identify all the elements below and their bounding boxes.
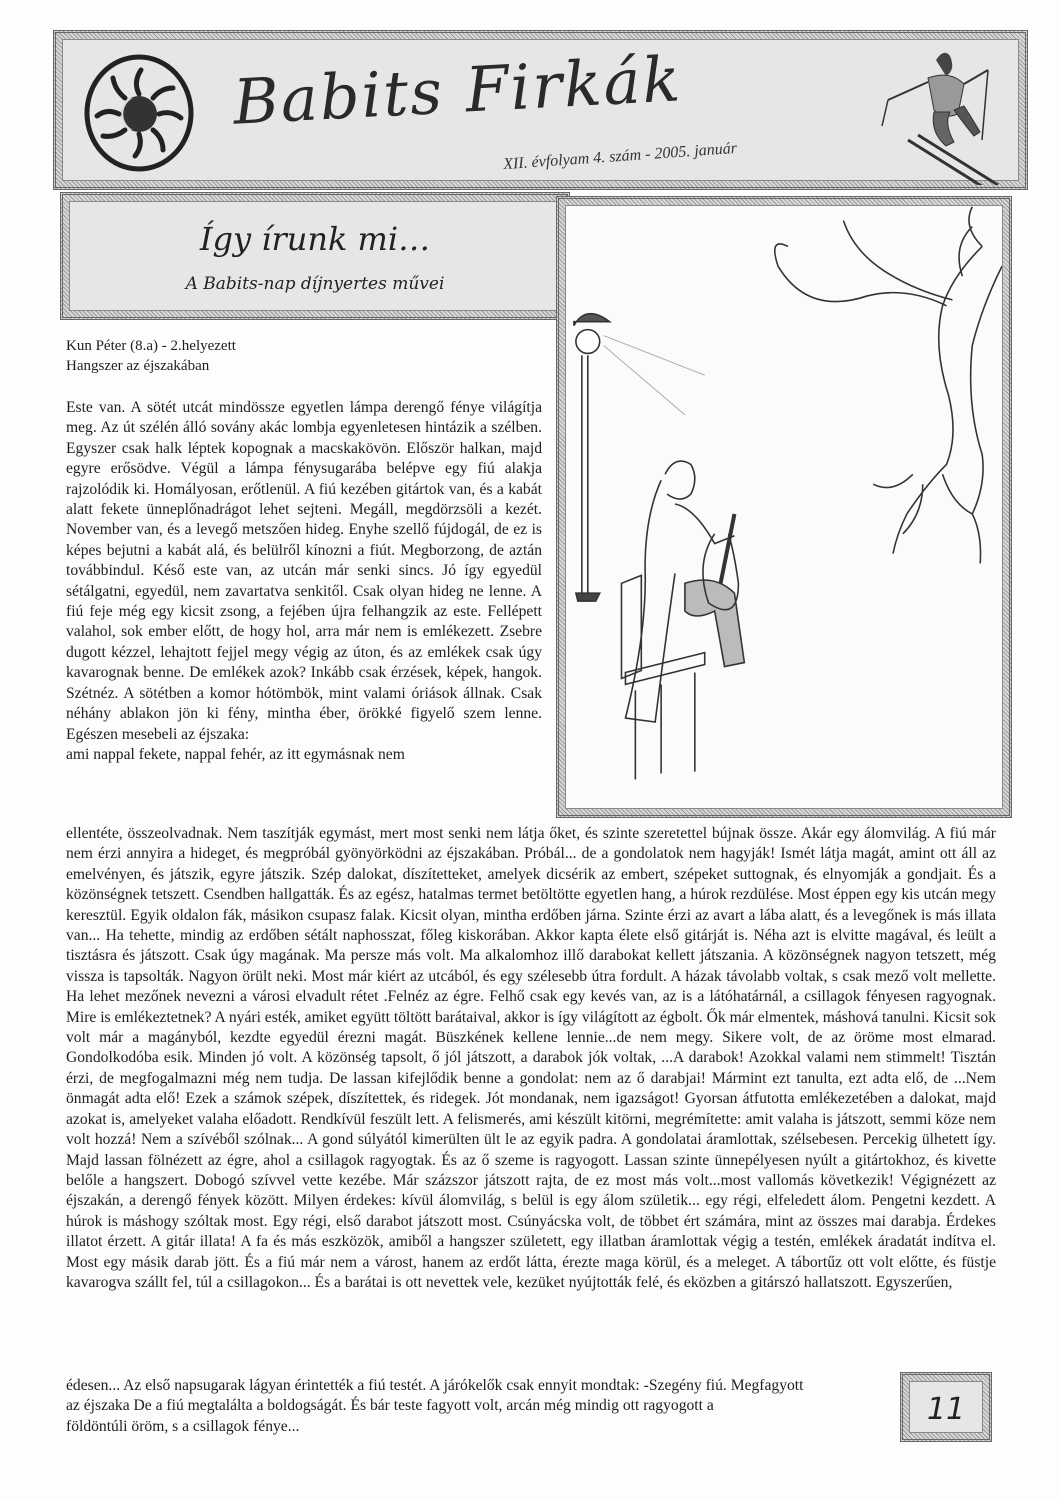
magazine-title: Babits Firkák — [231, 42, 684, 139]
closing-line: földöntúli öröm, s a csillagok fénye... — [66, 1417, 300, 1435]
article-byline — [66, 336, 546, 376]
column-paragraph — [66, 398, 542, 765]
masthead-inner — [62, 39, 1019, 181]
page-number-inner — [909, 1381, 983, 1433]
section-title: Így írunk mi… — [199, 220, 431, 258]
sun-moon-logo-icon — [83, 54, 195, 172]
closing-line: az éjszaka De a fiú megtalálta a boldogságát. És bár teste fagyott volt, arcán még mindig ott ragyogott a — [66, 1397, 714, 1415]
section-heading-box — [60, 192, 570, 320]
column-paragraph-text: Este van. A sötét utcát mindössze egyetlen lámpa derengő fénye világítja meg. Az út szélén álló sovány akác lombja egyenletesen hintázik a szélben. Egyszer csak halk léptek kopognak a macskakövön. Először halkan, majd egyre erősödve. Végül a lámpa fénysugarába belépve egy fiú alakja rajzolódik ki. Homályosan, erőtlenül. A fiú kezében gitártok van, és a kabát alatt fekete ünneplőnadrágot lehet sejteni. Megáll, megdörzsöli a kezét. November van, és a levegő metszően hideg. Enyhe szellő fújdogál, de ez is képes bejutni a kabát alá, és belülről kínozni a fiút. Megborzong, de aztán továbbindul. Késő este van, az utcán már senki sincs. Jó így egyedül sétálgatni, egyedül, nem zavartatva senkitől. Csak olyan hideg ne lenne. A fiú feje még egy kicsit zsong, a fejében újra felhangzik az este. Fellépett valahol, sok ember előtt, de hogy hol, arra már nem is emlékezett. Zsebre dugott kézzel, lehajtott fejjel megy végig az úton, és az emlékek csak úgy kavarognak benne. De emlékek azok? Inkább csak érzések, képek, hangok. Szétnéz. A sötétben a komor hótömbök, mint valami óriások állnak. Csak néhány ablakon jön ki fény, mintha éber, örökké figyelő szem lenne. Egészen mesebeli az éjszaka: — [66, 399, 542, 743]
illustration-frame — [556, 196, 1012, 818]
skier-illustration-icon — [878, 40, 1008, 185]
closing-lines — [66, 1376, 826, 1437]
masthead — [53, 30, 1028, 190]
wide-paragraph: ellentéte, összeolvadnak. Nem taszítják egymást, mert most senki nem látja őket, és szinte szeretettel bújnak össze. Akár egy álomvilág. A fiú már nem érzi annyira a hideget, és megpróbál gyönyörködni az éjszakában. Próbál... de a gondolatok nem hagyják! Ismét látja magát, amint ott áll az emelvényen, és játszik, egyre játszik. Szép dalokat, díszítetteket, amelyek dicsérik az embert, szépeket suttognak, és elnyomják a gondjait. És a közönségnek tetszett. Csendben hallgatták. És az egész, hatalmas termet betöltötte egyetlen hang, a húrok rezdülése. Most éppen egy kis utcán megy keresztül. Egyik oldalon fák, másikon csupasz falak. Kicsit olyan, mintha erdőben járna. Szinte érzi az avart a lába alatt, és a levegőnek is más illata van... Ha tehette, mindig az erdőben sétált naphosszat, főleg kiskorában. Akkor kapta élete első gitárját is. Néha azt is elvitte magával, és leült a tisztásra és játszott. Csak úgy magának. Ma persze más volt. Ma alkalomhoz illő darabokat kellett játszania. A közönségnek nagyon tetszett, még vissza is tapsolták. Nagyon örült neki. Most már kiért az utcából, és egy szélesebb útra fordult. A házak távolabb voltak, s csak mező volt mellette. Ha lehet mezőnek nevezni a városi elvadult rétet .Felnéz az égre. Felhő csak egy kevés van, az is a látóhatárnál, a csillagok fényesen ragyognak. Mire is emlékeztetnek? A nyári esték, amiket együtt töltött barátaival, akkor is így világított az égbolt. Ők már elmentek, máshová tanulni. Kicsit sok volt már a magányból, kezdte egyedül érezni magát. Büszkének kellene lennie...de nem megy. Sikere volt, de az öröme most elmarad. Gondolkodóba esik. Minden jó volt. A közönség tapsolt, ő jól játszott, a darabok jók voltak, ...A darabok! Azokkal valami nem stimmelt! Tisztán érzi, de megfogalmazni még nem tudja. De lassan kifejlődik benne a gondolat: nem az ő darabjai! Mármint ezt tanulta, ezt adta elő, de ...Nem önmagát adta elő! Ezek a számok szépek, díszítettek, és ridegek. Jót mondanak, nem igazságot! Gyorsan átfutotta emlékezetében a dalokat, majd azokat is, amelyeket valaha előadott. Rendkívül feszült lett. A felismerés, ami készült kitörni, megrémítette: amit valaha is játszott, semmi köze nem volt hozzá! Nem a szívéből szólnak... A gond súlyától kimerülten ült le az egyik padra. A gondolatai áramlottak, szélsebesen. Percekig ülhetett így. Majd lassan fölnézett az égre, ahol a csillagok ragyogtak. És az ő szeme is ragyogott. Lassan szinte ünnepélyesen nyúlt a gitártokhoz, és kivette belőle a hangszert. Dobogó szívvel vette kezébe. Már százszor játszott rajta, de ez most más volt...most vallomás következik! Végignézett az éjszakán, a derengő fények között. Milyen érdekes: kívül álomvilág, s belül is egy álom születik... egy régi, elfeledett álom. Pengetni kezdett. A húrok is máshogy szóltak most. Egy régi, első darabot játszott most. Csúnyácska volt, de többet ért számára, mint az összes mai darabja. Érdekes illatot érzett. A gitár illata! A fa és más eszközök, amiből a hangszer született, egy illatban áramlottak végig a testén, emlékek áradatát indítva el. Most egy másik darab jött. És a fiú már nem a várost, hanem az erdőt látta, érezte maga körül, és a meleget. A tábortűz ott volt előtte, és füstje kavarogva szállt fel, túl a csillagokon... És a barátai is ott nevettek vele, kezüket nyújtották felé, és eközben a gitárszó hallatszott. Egyszerűen, — [66, 825, 996, 1291]
closing-line: édesen... Az első napsugarak lágyan érintették a fiú testét. A járókelők csak ennyit mondtak: -Szegény fiú. Megfagyott — [66, 1377, 804, 1394]
guitarist-under-streetlamp-drawing — [566, 206, 1002, 808]
article-title: Hangszer az éjszakában — [66, 358, 210, 374]
page-number-box — [900, 1372, 992, 1442]
issue-line: XII. évfolyam 4. szám - 2005. január — [502, 139, 738, 174]
author-line: Kun Péter (8.a) - 2.helyezett — [66, 338, 236, 354]
section-subtitle: A Babits-nap díjnyertes művei — [185, 274, 445, 294]
illustration-inner — [565, 205, 1003, 809]
section-heading-inner — [69, 201, 561, 311]
page-number: 11 — [926, 1392, 966, 1427]
column-last-line: ami nappal fekete, nappal fehér, az itt egymásnak nem — [66, 745, 405, 763]
